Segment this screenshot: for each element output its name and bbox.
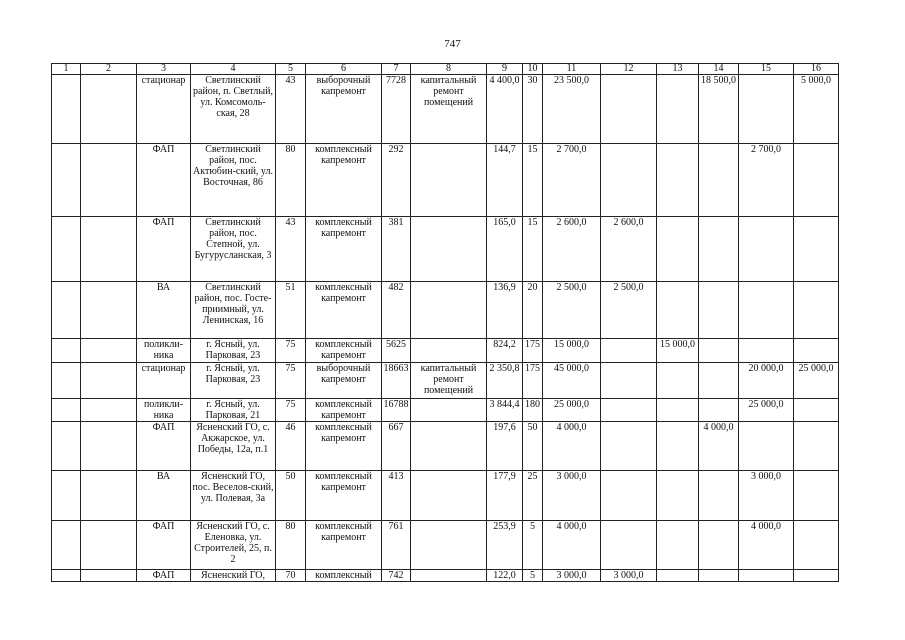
table-cell: 7728 <box>382 75 411 144</box>
table-cell: 50 <box>523 422 543 471</box>
table-cell: комплексный капремонт <box>306 422 382 471</box>
table-cell: 2 700,0 <box>739 144 794 217</box>
table-cell: 175 <box>523 363 543 399</box>
table-cell: 253,9 <box>487 521 523 570</box>
table-cell: 43 <box>276 75 306 144</box>
table-row <box>52 282 839 339</box>
table-cell: ФАП <box>137 217 191 282</box>
table-row <box>52 75 839 144</box>
table-cell: 25 <box>523 471 543 521</box>
table-cell: 2 500,0 <box>601 282 657 339</box>
table-cell <box>52 363 81 399</box>
table-cell: 50 <box>276 471 306 521</box>
table-row <box>52 144 839 217</box>
table-cell: 75 <box>276 339 306 363</box>
table-cell <box>794 217 839 282</box>
table-cell <box>794 471 839 521</box>
table-row <box>52 422 839 471</box>
table-cell <box>52 521 81 570</box>
table-cell: комплексный капремонт <box>306 339 382 363</box>
column-header: 11 <box>543 64 601 75</box>
table-cell: 4 000,0 <box>699 422 739 471</box>
table-cell: 15 <box>523 144 543 217</box>
table-cell: 2 600,0 <box>543 217 601 282</box>
table-cell <box>411 339 487 363</box>
table-cell: 5 <box>523 570 543 582</box>
table-cell <box>739 75 794 144</box>
table-cell: 23 500,0 <box>543 75 601 144</box>
column-header: 13 <box>657 64 699 75</box>
table-cell <box>52 570 81 582</box>
table-cell <box>657 217 699 282</box>
table-row <box>52 399 839 422</box>
table-cell: Светлинский район, пос. Госте-приимный, ул. Ленинская, 16 <box>191 282 276 339</box>
table-cell <box>52 422 81 471</box>
table-cell <box>52 144 81 217</box>
table-row <box>52 339 839 363</box>
table-cell: 15 000,0 <box>543 339 601 363</box>
column-header: 10 <box>523 64 543 75</box>
table-cell: 46 <box>276 422 306 471</box>
table-cell: г. Ясный, ул. Парковая, 23 <box>191 339 276 363</box>
table-cell: 122,0 <box>487 570 523 582</box>
table-cell <box>81 570 137 582</box>
table-cell: 165,0 <box>487 217 523 282</box>
column-header: 1 <box>52 64 81 75</box>
column-header: 3 <box>137 64 191 75</box>
table-cell <box>52 282 81 339</box>
table-cell: 20 <box>523 282 543 339</box>
table-cell <box>411 570 487 582</box>
table-cell <box>739 282 794 339</box>
table-cell: 3 000,0 <box>543 570 601 582</box>
table-cell: ВА <box>137 471 191 521</box>
table-cell <box>699 282 739 339</box>
table-cell <box>81 399 137 422</box>
table-cell <box>601 471 657 521</box>
table-cell: 197,6 <box>487 422 523 471</box>
table-cell: 761 <box>382 521 411 570</box>
table-cell: выборочный капремонт <box>306 363 382 399</box>
table-cell: 2 700,0 <box>543 144 601 217</box>
table-cell: 2 600,0 <box>601 217 657 282</box>
table-cell: Ясненский ГО, с. Акжарское, ул. Победы, 12а, п.1 <box>191 422 276 471</box>
column-header: 2 <box>81 64 137 75</box>
table-cell: комплексный капремонт <box>306 471 382 521</box>
table-cell: комплексный <box>306 570 382 582</box>
table-cell: 5 000,0 <box>794 75 839 144</box>
table-cell <box>81 282 137 339</box>
table-cell: ФАП <box>137 521 191 570</box>
table-cell: ФАП <box>137 144 191 217</box>
table-cell: 4 000,0 <box>739 521 794 570</box>
table-cell: 5625 <box>382 339 411 363</box>
table-cell: 180 <box>523 399 543 422</box>
table-row <box>52 570 839 582</box>
table-cell: Ясненский ГО, <box>191 570 276 582</box>
column-header: 6 <box>306 64 382 75</box>
table-cell: 18663 <box>382 363 411 399</box>
table-cell <box>794 570 839 582</box>
column-header: 5 <box>276 64 306 75</box>
budget-table <box>51 63 839 582</box>
table-cell: ФАП <box>137 570 191 582</box>
table-cell: 80 <box>276 521 306 570</box>
table-cell: 5 <box>523 521 543 570</box>
table-cell <box>411 471 487 521</box>
table-cell <box>657 471 699 521</box>
table-cell <box>657 144 699 217</box>
table-cell: 136,9 <box>487 282 523 339</box>
table-row <box>52 471 839 521</box>
table-cell <box>411 144 487 217</box>
column-header: 14 <box>699 64 739 75</box>
table-cell: 824,2 <box>487 339 523 363</box>
table-cell: 3 000,0 <box>543 471 601 521</box>
table-cell <box>699 399 739 422</box>
table-cell <box>657 521 699 570</box>
table-cell: 15 000,0 <box>657 339 699 363</box>
table-cell: 15 <box>523 217 543 282</box>
table-cell: 45 000,0 <box>543 363 601 399</box>
table-row <box>52 521 839 570</box>
table-cell <box>601 363 657 399</box>
table-cell: 2 500,0 <box>543 282 601 339</box>
table-cell <box>52 75 81 144</box>
table-cell <box>699 471 739 521</box>
table-cell <box>657 399 699 422</box>
table-cell: стационар <box>137 75 191 144</box>
column-header: 7 <box>382 64 411 75</box>
table-cell <box>657 363 699 399</box>
table-cell <box>794 339 839 363</box>
table-cell <box>81 339 137 363</box>
table-cell: 2 350,8 <box>487 363 523 399</box>
table-cell: 292 <box>382 144 411 217</box>
table-cell: 667 <box>382 422 411 471</box>
table-cell <box>794 144 839 217</box>
table-cell: 413 <box>382 471 411 521</box>
table-cell: 177,9 <box>487 471 523 521</box>
table-cell: 25 000,0 <box>794 363 839 399</box>
table-cell <box>657 422 699 471</box>
table-cell: комплексный капремонт <box>306 521 382 570</box>
table-cell: Светлинский район, пос. Актюбин-ский, ул. Восточная, 86 <box>191 144 276 217</box>
table-cell: Светлинский район, п. Светлый, ул. Комсомоль-ская, 28 <box>191 75 276 144</box>
table-cell: капитальный ремонт помещений <box>411 75 487 144</box>
table-cell: Светлинский район, пос. Степной, ул. Бугурусланская, 3 <box>191 217 276 282</box>
column-header: 4 <box>191 64 276 75</box>
table-cell: 75 <box>276 363 306 399</box>
table-cell <box>411 521 487 570</box>
table-cell <box>81 471 137 521</box>
table-cell: комплексный капремонт <box>306 144 382 217</box>
table-cell <box>699 521 739 570</box>
table-cell <box>601 339 657 363</box>
table-cell <box>699 217 739 282</box>
table-cell: комплексный капремонт <box>306 282 382 339</box>
table-cell: Ясненский ГО, с. Еленовка, ул. Строителей, 25, п. 2 <box>191 521 276 570</box>
table-cell <box>601 422 657 471</box>
table-cell <box>81 217 137 282</box>
table-cell: 18 500,0 <box>699 75 739 144</box>
table-cell: стационар <box>137 363 191 399</box>
table-cell <box>411 422 487 471</box>
table-cell: Ясненский ГО, пос. Веселов-ский, ул. Полевая, 3а <box>191 471 276 521</box>
table-cell <box>81 521 137 570</box>
table-cell: 482 <box>382 282 411 339</box>
table-cell <box>699 144 739 217</box>
table-row <box>52 363 839 399</box>
table-cell <box>739 339 794 363</box>
table-cell: ФАП <box>137 422 191 471</box>
table-cell <box>411 217 487 282</box>
table-cell <box>601 399 657 422</box>
table-cell: 20 000,0 <box>739 363 794 399</box>
table-cell: 3 844,4 <box>487 399 523 422</box>
table-cell: 3 000,0 <box>739 471 794 521</box>
table-cell <box>601 75 657 144</box>
table-cell: 175 <box>523 339 543 363</box>
table-cell: г. Ясный, ул. Парковая, 23 <box>191 363 276 399</box>
table-cell <box>794 399 839 422</box>
column-header: 16 <box>794 64 839 75</box>
table-cell: 70 <box>276 570 306 582</box>
table-cell <box>739 570 794 582</box>
table-cell <box>657 75 699 144</box>
table-cell <box>52 471 81 521</box>
table-cell: 4 000,0 <box>543 422 601 471</box>
table-cell <box>657 282 699 339</box>
table-cell: поликли-ника <box>137 399 191 422</box>
table-cell: 25 000,0 <box>543 399 601 422</box>
table-cell <box>699 363 739 399</box>
table-cell <box>601 521 657 570</box>
table-cell <box>52 217 81 282</box>
table-cell <box>699 339 739 363</box>
column-number-row <box>52 64 839 75</box>
table-cell: 742 <box>382 570 411 582</box>
column-header: 12 <box>601 64 657 75</box>
table-cell <box>794 521 839 570</box>
table-cell: г. Ясный, ул. Парковая, 21 <box>191 399 276 422</box>
table-cell: 4 000,0 <box>543 521 601 570</box>
table-cell <box>657 570 699 582</box>
column-header: 9 <box>487 64 523 75</box>
table-cell <box>411 282 487 339</box>
table-cell <box>52 339 81 363</box>
table-cell: 51 <box>276 282 306 339</box>
table-cell: 25 000,0 <box>739 399 794 422</box>
table-cell: комплексный капремонт <box>306 217 382 282</box>
table-cell <box>739 422 794 471</box>
table-cell: 3 000,0 <box>601 570 657 582</box>
table-cell: 16788 <box>382 399 411 422</box>
table-cell <box>52 399 81 422</box>
table-cell: 381 <box>382 217 411 282</box>
table-cell <box>81 144 137 217</box>
table-cell: 144,7 <box>487 144 523 217</box>
table-row <box>52 217 839 282</box>
table-cell: 4 400,0 <box>487 75 523 144</box>
table-cell <box>81 75 137 144</box>
table-cell: капитальный ремонт помещений <box>411 363 487 399</box>
table-cell <box>411 399 487 422</box>
table-cell <box>601 144 657 217</box>
table-cell: 43 <box>276 217 306 282</box>
column-header: 15 <box>739 64 794 75</box>
table-cell <box>699 570 739 582</box>
table-cell: 80 <box>276 144 306 217</box>
table-cell <box>81 363 137 399</box>
table-cell <box>794 422 839 471</box>
table-cell: выборочный капремонт <box>306 75 382 144</box>
table-cell <box>81 422 137 471</box>
table-cell: 75 <box>276 399 306 422</box>
page-number: 747 <box>444 38 461 50</box>
table-cell: комплексный капремонт <box>306 399 382 422</box>
table-cell: 30 <box>523 75 543 144</box>
table-cell <box>794 282 839 339</box>
table-cell: поликли-ника <box>137 339 191 363</box>
table-cell <box>739 217 794 282</box>
table-cell: ВА <box>137 282 191 339</box>
column-header: 8 <box>411 64 487 75</box>
